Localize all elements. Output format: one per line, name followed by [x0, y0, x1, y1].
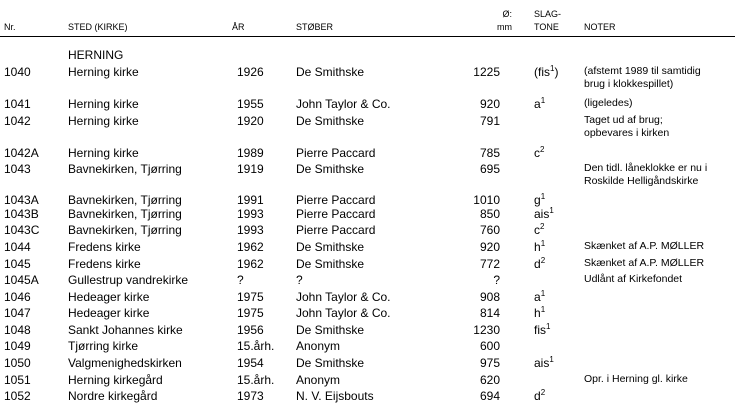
row-stoeber: ?: [296, 273, 303, 287]
row-slagtone: [534, 240, 545, 254]
row-sted: Tjørring kirke: [68, 339, 139, 353]
row-diameter: 908: [479, 290, 500, 304]
row-nr: 1043: [4, 162, 31, 176]
header-stoeber: STØBER: [296, 22, 334, 32]
header-slagtone-line1: SLAG-: [534, 9, 562, 19]
row-stoeber: De Smithske: [296, 240, 365, 254]
row-slagtone: [534, 306, 545, 320]
row-note-line: Skænket af A.P. MØLLER: [584, 257, 705, 269]
row-nr: 1049: [4, 339, 31, 353]
row-note-line: Taget ud af brug;: [584, 114, 663, 126]
row-aar: 1989: [237, 146, 264, 160]
row-nr: 1051: [4, 373, 31, 387]
row-note-line: Den tidl. låneklokke er nu i: [584, 162, 708, 174]
row-slagtone-octave: 1: [549, 206, 554, 215]
row-slagtone: [534, 193, 545, 207]
row-diameter: 975: [479, 356, 500, 370]
row-diameter: 1010: [473, 193, 500, 207]
row-aar: 1993: [237, 223, 264, 237]
row-note-line: Roskilde Helligåndskirke: [584, 175, 699, 187]
row-note-line: (afstemt 1989 til samtidig: [584, 65, 701, 77]
row-note-line: (ligeledes): [584, 97, 633, 109]
row-slagtone-base: d: [534, 389, 541, 403]
row-slagtone-octave: 2: [540, 388, 546, 397]
row-sted: Herning kirke: [68, 65, 139, 79]
row-diameter: 785: [479, 146, 500, 160]
row-aar: 15.årh.: [237, 339, 275, 353]
row-slagtone-base: fis: [534, 323, 546, 337]
header-aar: ÅR: [232, 22, 245, 32]
row-diameter: 772: [479, 257, 500, 271]
row-note-line: Skænket af A.P. MØLLER: [584, 240, 705, 252]
row-slagtone-octave: 2: [540, 145, 545, 154]
row-diameter: 600: [479, 339, 500, 353]
row-note-line: brug i klokkespillet): [584, 78, 674, 90]
row-stoeber: John Taylor & Co.: [296, 306, 391, 320]
row-note-line: Opr. i Herning gl. kirke: [584, 373, 688, 385]
row-aar: 1956: [237, 323, 264, 337]
row-aar: 1993: [237, 207, 264, 221]
row-slagtone: [534, 97, 545, 111]
row-sted: Herning kirkegård: [68, 373, 163, 387]
row-nr: 1043C: [4, 223, 40, 237]
row-stoeber: John Taylor & Co.: [296, 290, 391, 304]
row-slagtone-octave: 1: [540, 239, 546, 248]
row-sted: Fredens kirke: [68, 240, 141, 254]
row-aar: 1975: [237, 306, 264, 320]
row-slagtone-octave: 1: [540, 289, 546, 298]
row-slagtone-octave: 1: [540, 96, 546, 105]
row-diameter: 850: [479, 207, 500, 221]
row-stoeber: Pierre Paccard: [296, 193, 376, 207]
row-nr: 1044: [4, 240, 31, 254]
row-stoeber: Anonym: [296, 339, 341, 353]
header-nr: Nr.: [4, 22, 16, 32]
row-nr: 1042A: [4, 146, 39, 160]
row-aar: 1926: [237, 65, 264, 79]
row-stoeber: N. V. Eijsbouts: [296, 389, 374, 403]
row-slagtone-base: d: [534, 257, 541, 271]
row-slagtone-base: c: [534, 146, 540, 160]
row-stoeber: De Smithske: [296, 65, 365, 79]
row-nr: 1050: [4, 356, 31, 370]
row-sted: Bavnekirken, Tjørring: [68, 223, 182, 237]
row-diameter: 760: [479, 223, 500, 237]
row-stoeber: De Smithske: [296, 162, 365, 176]
row-nr: 1052: [4, 389, 31, 403]
row-nr: 1040: [4, 65, 31, 79]
header-sted: STED (KIRKE): [68, 22, 128, 32]
row-aar: 1991: [237, 193, 264, 207]
section-title: HERNING: [68, 48, 124, 62]
header-diameter-line2: mm: [497, 22, 512, 32]
row-aar: ?: [237, 273, 244, 287]
row-slagtone: [534, 389, 545, 403]
row-slagtone: [534, 146, 544, 160]
row-diameter: 694: [479, 389, 500, 403]
row-slagtone-octave: 1: [546, 322, 551, 331]
row-slagtone-base: (fis: [534, 65, 550, 79]
row-diameter: 920: [479, 97, 500, 111]
row-slagtone-base: g: [534, 193, 541, 207]
row-slagtone-octave: 2: [540, 222, 545, 231]
row-sted: Fredens kirke: [68, 257, 141, 271]
row-sted: Valgmenighedskirken: [68, 356, 182, 370]
row-diameter: 1225: [473, 65, 500, 79]
row-slagtone-octave: 2: [540, 256, 546, 265]
row-stoeber: De Smithske: [296, 323, 365, 337]
row-sted: Hedeager kirke: [68, 290, 150, 304]
row-stoeber: Pierre Paccard: [296, 207, 376, 221]
row-sted: Bavnekirken, Tjørring: [68, 162, 182, 176]
row-aar: 1920: [237, 114, 264, 128]
row-slagtone-octave: 1: [540, 305, 546, 314]
row-sted: Hedeager kirke: [68, 306, 150, 320]
row-aar: 1962: [237, 240, 264, 254]
row-slagtone-octave: 1: [550, 64, 555, 73]
row-sted: Nordre kirkegård: [68, 389, 158, 403]
row-sted: Herning kirke: [68, 114, 139, 128]
row-sted: Sankt Johannes kirke: [68, 323, 183, 337]
row-nr: 1043A: [4, 193, 39, 207]
row-stoeber: Pierre Paccard: [296, 223, 376, 237]
row-sted: Bavnekirken, Tjørring: [68, 193, 182, 207]
row-slagtone: [534, 207, 554, 221]
row-nr: 1043B: [4, 207, 39, 221]
row-note-line: opbevares i kirken: [584, 127, 670, 139]
row-slagtone-base: c: [534, 223, 540, 237]
row-nr: 1045A: [4, 273, 39, 287]
row-stoeber: De Smithske: [296, 257, 365, 271]
row-nr: 1042: [4, 114, 31, 128]
row-aar: 1919: [237, 162, 264, 176]
row-slagtone: [534, 356, 554, 370]
row-aar: 1962: [237, 257, 264, 271]
row-slagtone: [534, 290, 545, 304]
row-diameter: 695: [479, 162, 500, 176]
row-stoeber: De Smithske: [296, 114, 365, 128]
row-nr: 1041: [4, 97, 31, 111]
row-sted: Herning kirke: [68, 146, 139, 160]
row-slagtone-base: ais: [534, 356, 550, 370]
row-slagtone: [534, 65, 558, 79]
row-slagtone-octave: 1: [540, 192, 546, 201]
row-stoeber: Anonym: [296, 373, 341, 387]
row-diameter: 920: [479, 240, 500, 254]
row-slagtone-suffix: ): [554, 65, 559, 79]
row-note-line: Udlånt af Kirkefondet: [584, 273, 683, 285]
row-nr: 1047: [4, 306, 31, 320]
row-slagtone-base: ais: [534, 207, 550, 221]
header-noter: NOTER: [584, 22, 616, 32]
row-stoeber: John Taylor & Co.: [296, 97, 391, 111]
row-aar: 1954: [237, 356, 264, 370]
row-slagtone-octave: 1: [549, 355, 554, 364]
row-aar: 1973: [237, 389, 264, 403]
row-slagtone-base: h: [534, 306, 541, 320]
row-slagtone-base: h: [534, 240, 541, 254]
row-nr: 1046: [4, 290, 31, 304]
row-stoeber: Pierre Paccard: [296, 146, 376, 160]
row-aar: 1975: [237, 290, 264, 304]
row-sted: Gullestrup vandrekirke: [68, 273, 189, 287]
row-sted: Herning kirke: [68, 97, 139, 111]
row-nr: 1045: [4, 257, 31, 271]
row-slagtone: [534, 223, 544, 237]
row-slagtone: [534, 257, 545, 271]
row-aar: 15.årh.: [237, 373, 275, 387]
row-diameter: 791: [479, 114, 500, 128]
row-diameter: ?: [493, 273, 500, 287]
row-slagtone-base: a: [534, 97, 541, 111]
row-diameter: 1230: [473, 323, 500, 337]
row-aar: 1955: [237, 97, 264, 111]
row-sted: Bavnekirken, Tjørring: [68, 207, 182, 221]
header-diameter-line1: Ø:: [502, 9, 512, 19]
row-slagtone: [534, 323, 550, 337]
row-nr: 1048: [4, 323, 31, 337]
header-rule: [0, 36, 735, 37]
row-diameter: 620: [479, 373, 500, 387]
row-diameter: 814: [479, 306, 500, 320]
row-stoeber: De Smithske: [296, 356, 365, 370]
header-slagtone-line2: TONE: [534, 22, 559, 32]
row-slagtone-base: a: [534, 290, 541, 304]
